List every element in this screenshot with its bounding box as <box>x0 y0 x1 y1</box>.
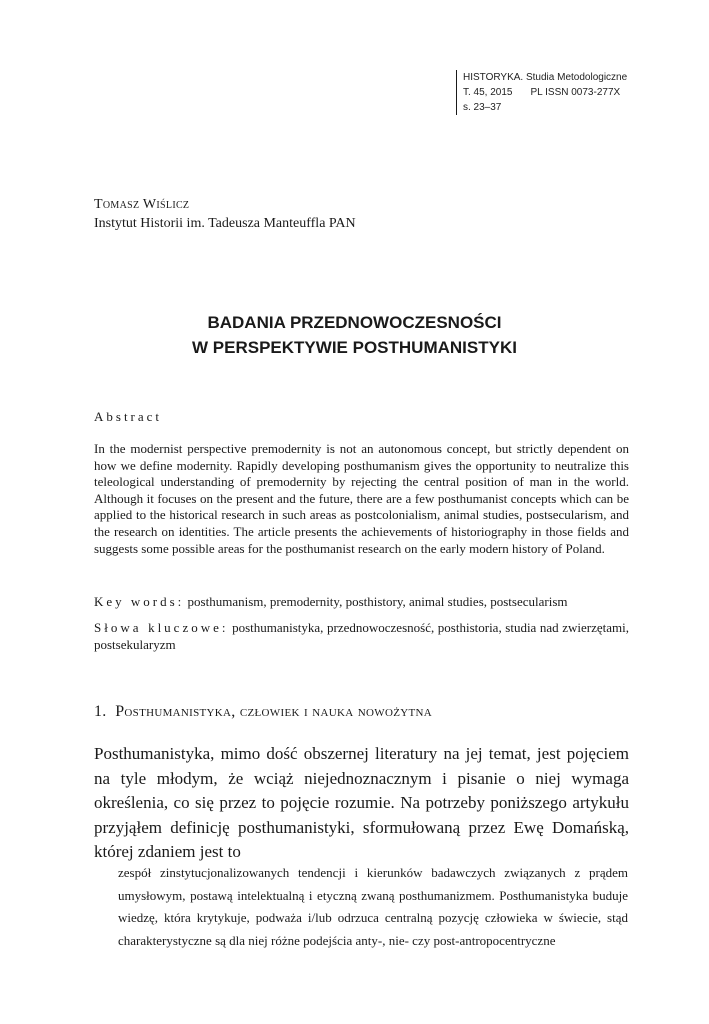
section-heading <box>94 703 432 721</box>
body-paragraph: Posthumanistyka, mimo dość obszernej literatury na jej temat, jest pojęciem na tyle młodym, że wciąż niejednoznacznym i pisanie o niej wymaga określenia, co się przez to pojęcie rozumie. Na potrzeby poniższego artykułu przyjąłem definicję posthumanistyki, sformułowaną przez Ewę Domańską, której zdaniem jest to <box>94 744 629 861</box>
slowa-kluczowe-text: posthumanistyka, przednowoczesność, posthistoria, studia nad zwierzętami, postsekularyzm <box>94 620 629 652</box>
slowa-kluczowe <box>94 620 629 653</box>
keywords-label: Key words: <box>94 594 185 609</box>
journal-pages: s. 23–37 <box>463 102 502 113</box>
keywords <box>94 594 629 611</box>
author-affiliation: Instytut Historii im. Tadeusza Manteuffla PAN <box>94 216 356 231</box>
article-title-line1: BADANIA PRZEDNOWOCZESNOŚCI <box>207 313 502 332</box>
journal-info <box>456 70 627 115</box>
slowa-kluczowe-label: Słowa kluczowe: <box>94 620 229 635</box>
journal-name: HISTORYKA. Studia Metodologiczne <box>463 72 628 83</box>
journal-volume: T. 45, 2015 <box>463 87 513 98</box>
author-block <box>94 195 356 233</box>
journal-volume-row <box>463 85 627 100</box>
article-title <box>0 310 709 360</box>
block-quote: zespół zinstytucjonalizowanych tendencji i kierunków badawczych związanych z prądem umysłowym, postawą intelektualną i etyczną zwaną posthumanizmem. Posthumanistyka buduje wiedzę, która krytykuje, podważa i/lub odrzuca centralną pozycję człowieka w świecie, stąd charakterystyczne są dla niej różne podejścia anty-, nie- czy post-antropocentryczne <box>118 865 628 948</box>
section-title: Posthumanistyka, człowiek i nauka nowożytna <box>115 703 432 720</box>
abstract-heading: Abstract <box>94 409 163 424</box>
abstract-text: In the modernist perspective premodernity is not an autonomous concept, but strictly dependent on how we define modernity. Rapidly developing posthumanism gives the opportunity to neutralize this teleological understanding of premodernity by rejecting the central position of man in the world. Although it focuses on the present and the future, there are a few posthumanist concepts which can be applied to the historical research in such areas as postcolonialism, animal studies, postsecularism, and the research on identities. The article presents the achievements of historiography in those fields and suggests some possible areas for the posthumanist research on the early modern history of Poland. <box>94 441 629 556</box>
section-number: 1. <box>94 703 107 720</box>
article-title-line2: W PERSPEKTYWIE POSTHUMANISTYKI <box>192 338 517 357</box>
journal-issn: PL ISSN 0073-277X <box>530 87 621 98</box>
keywords-text: posthumanism, premodernity, posthistory, animal studies, postsecularism <box>187 594 568 609</box>
author-name: Tomasz Wiślicz <box>94 197 190 212</box>
